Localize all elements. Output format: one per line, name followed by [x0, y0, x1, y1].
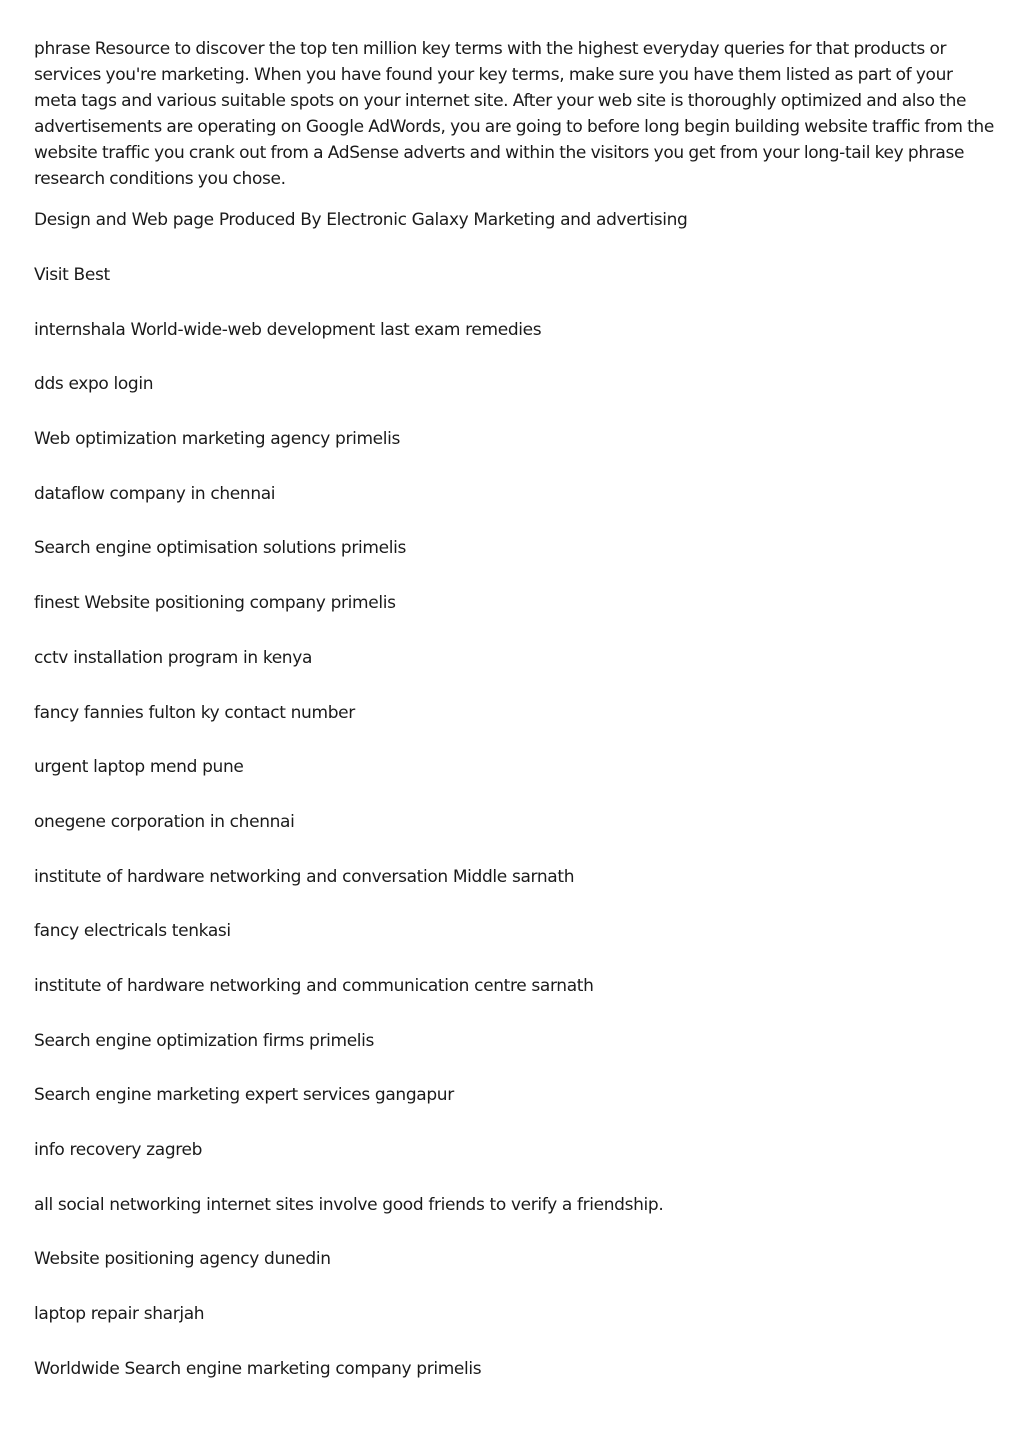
link-social-networking[interactable]: all social networking internet sites involve good friends to verify a friendship. [34, 1194, 664, 1215]
link-laptop-sharjah[interactable]: laptop repair sharjah [34, 1304, 205, 1325]
link-worldwide-sem[interactable]: Worldwide Search engine marketing company primelis [34, 1358, 482, 1379]
link-onegene-chennai[interactable]: onegene corporation in chennai [34, 811, 295, 832]
link-fancy-fannies[interactable]: fancy fannies fulton ky contact number [34, 702, 355, 723]
list-item [34, 1137, 994, 1163]
link-internshala[interactable]: internshala World-wide-web development last exam remedies [34, 319, 542, 340]
link-fancy-electricals[interactable]: fancy electricals tenkasi [34, 921, 231, 942]
list-item [34, 1082, 994, 1108]
link-dds-expo[interactable]: dds expo login [34, 374, 154, 395]
list-item [34, 973, 994, 999]
list-item [34, 864, 994, 890]
link-web-optimization-agency[interactable]: Web optimization marketing agency primelis [34, 429, 401, 450]
list-item [34, 590, 994, 616]
link-seo-firms[interactable]: Search engine optimization firms primelis [34, 1030, 375, 1051]
link-list [34, 317, 994, 1382]
credit-line: Design and Web page Produced By Electronic Galaxy Marketing and advertising [34, 210, 688, 230]
list-item [34, 1192, 994, 1218]
link-seo-solutions[interactable]: Search engine optimisation solutions primelis [34, 538, 406, 559]
list-item [34, 1301, 994, 1327]
list-item [34, 918, 994, 944]
link-cctv-kenya[interactable]: cctv installation program in kenya [34, 647, 313, 668]
intro-paragraph: phrase Resource to discover the top ten million key terms with the highest everyday queries for that products or services you're marketing. When you have found your key terms, make sure you have them listed as part of your meta tags and various suitable spots on your internet site. After your web site is thoroughly optimized and also the advertisements are operating on Google AdWords, you are going to before long begin building website traffic from the website traffic you crank out from a AdSense adverts and within the visitors you get from your long-tail key phrase research conditions you chose. [34, 39, 994, 189]
link-positioning-dunedin[interactable]: Website positioning agency dunedin [34, 1249, 331, 1270]
list-item [34, 426, 994, 452]
link-laptop-pune[interactable]: urgent laptop mend pune [34, 757, 244, 778]
visit-label: Visit Best [34, 265, 110, 285]
list-item [34, 1356, 994, 1382]
list-item [34, 535, 994, 561]
list-item [34, 645, 994, 671]
link-info-recovery[interactable]: info recovery zagreb [34, 1140, 203, 1160]
page-content [34, 36, 994, 1382]
list-item [34, 754, 994, 780]
link-institute-communication[interactable]: institute of hardware networking and communication centre sarnath [34, 975, 594, 996]
link-institute-conversation[interactable]: institute of hardware networking and conversation Middle sarnath [34, 866, 575, 887]
list-item [34, 371, 994, 397]
list-item [34, 809, 994, 835]
list-item [34, 700, 994, 726]
list-item [34, 1028, 994, 1054]
link-finest-positioning[interactable]: finest Website positioning company primelis [34, 593, 396, 614]
list-item [34, 317, 994, 343]
list-item [34, 1246, 994, 1272]
link-sem-gangapur[interactable]: Search engine marketing expert services gangapur [34, 1085, 454, 1106]
list-item [34, 481, 994, 507]
link-dataflow-chennai[interactable]: dataflow company in chennai [34, 483, 276, 504]
